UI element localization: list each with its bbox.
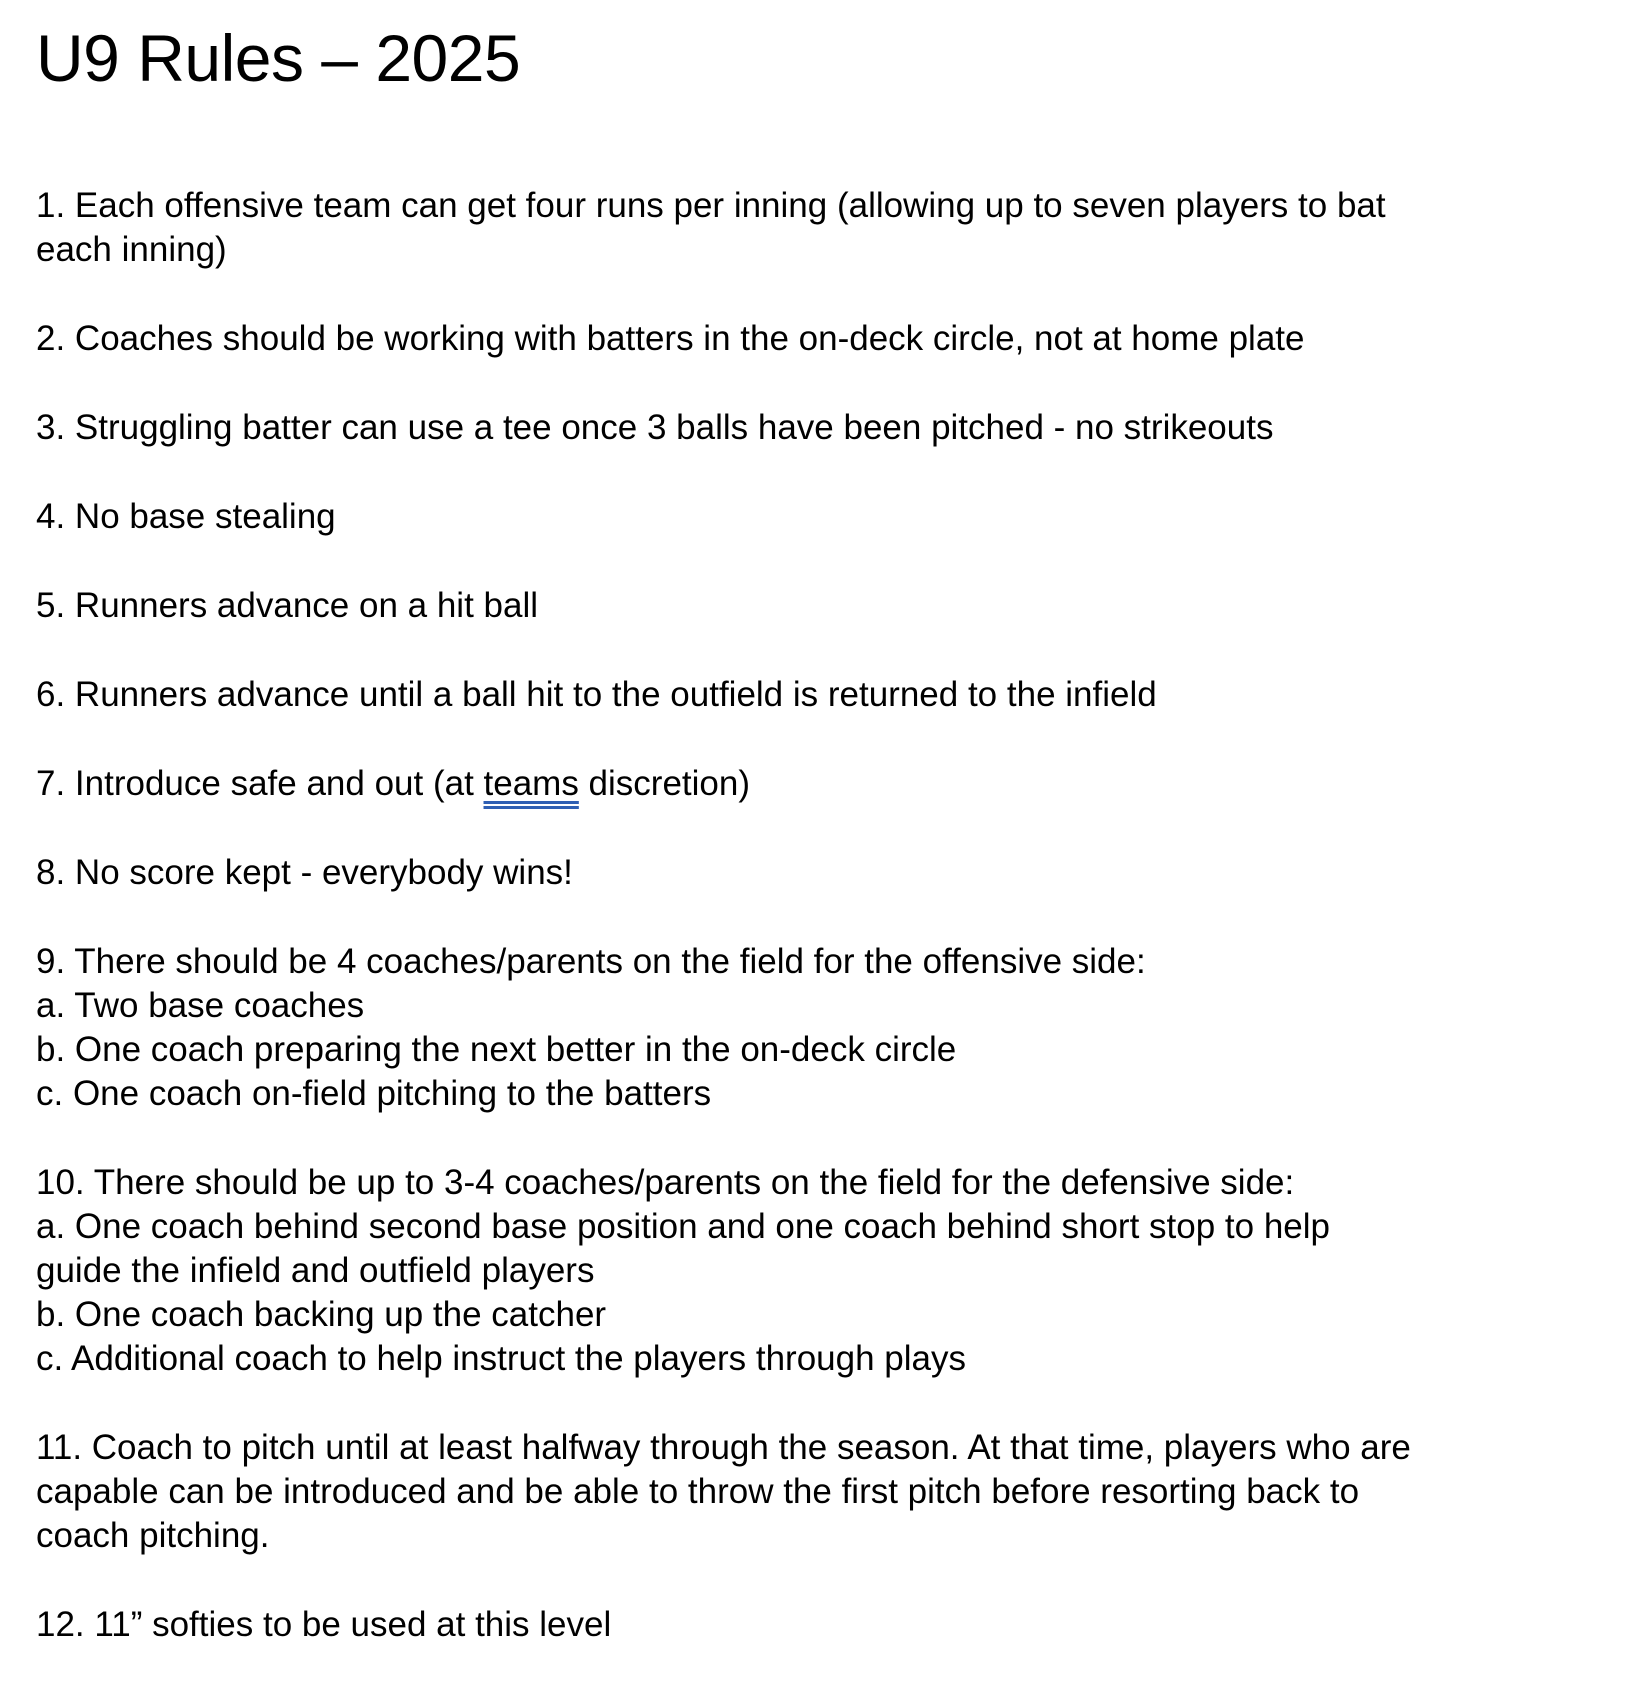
spellcheck-flagged-word[interactable]: teams	[483, 764, 579, 803]
rule-line: coach pitching.	[36, 1516, 270, 1555]
rule-subitem: b. One coach preparing the next better in the on-deck circle	[36, 1030, 957, 1069]
rule-3	[36, 406, 1616, 450]
rule-subitem: c. One coach on-field pitching to the batters	[36, 1074, 712, 1113]
rule-line: 8. No score kept - everybody wins!	[36, 853, 573, 892]
rule-line: 4. No base stealing	[36, 497, 336, 536]
rule-line: 5. Runners advance on a hit ball	[36, 586, 538, 625]
rule-12	[36, 1603, 1616, 1647]
rule-subitem: a. One coach behind second base position and one coach behind short stop to help	[36, 1207, 1330, 1246]
rule-1	[36, 184, 1616, 272]
document-title: U9 Rules – 2025	[36, 21, 521, 95]
rule-2	[36, 317, 1616, 361]
rule-subitem: guide the infield and outfield players	[36, 1251, 595, 1290]
rule-line	[36, 762, 1616, 806]
rule-line: 10. There should be up to 3-4 coaches/parents on the field for the defensive side:	[36, 1163, 1295, 1202]
rule-line: 12. 11” softies to be used at this level	[36, 1605, 612, 1644]
rule-line: each inning)	[36, 230, 227, 269]
document-page	[36, 22, 1616, 1692]
rule-line: 1. Each offensive team can get four runs per inning (allowing up to seven players to bat	[36, 186, 1386, 225]
rule-line: 2. Coaches should be working with batters in the on-deck circle, not at home plate	[36, 319, 1305, 358]
rule-subitem: a. Two base coaches	[36, 986, 365, 1025]
rules-list	[36, 184, 1616, 1647]
rule-9	[36, 940, 1616, 1116]
rule-7	[36, 762, 1616, 806]
rule-subitem: c. Additional coach to help instruct the players through plays	[36, 1339, 966, 1378]
rule-line: 6. Runners advance until a ball hit to the outfield is returned to the infield	[36, 675, 1157, 714]
rule-7-suffix: discretion)	[578, 764, 750, 803]
rule-5	[36, 584, 1616, 628]
rule-subitem: b. One coach backing up the catcher	[36, 1295, 607, 1334]
rule-line: capable can be introduced and be able to throw the first pitch before resorting back to	[36, 1472, 1360, 1511]
rule-line: 3. Struggling batter can use a tee once 3 balls have been pitched - no strikeouts	[36, 408, 1274, 447]
rule-line: 9. There should be 4 coaches/parents on the field for the offensive side:	[36, 942, 1146, 981]
rule-4	[36, 495, 1616, 539]
rule-11	[36, 1426, 1616, 1558]
rule-8	[36, 851, 1616, 895]
rule-line: 11. Coach to pitch until at least halfway through the season. At that time, players who are	[36, 1428, 1411, 1467]
rule-6	[36, 673, 1616, 717]
rule-7-prefix: 7. Introduce safe and out (at	[36, 764, 484, 803]
rule-10	[36, 1161, 1616, 1381]
